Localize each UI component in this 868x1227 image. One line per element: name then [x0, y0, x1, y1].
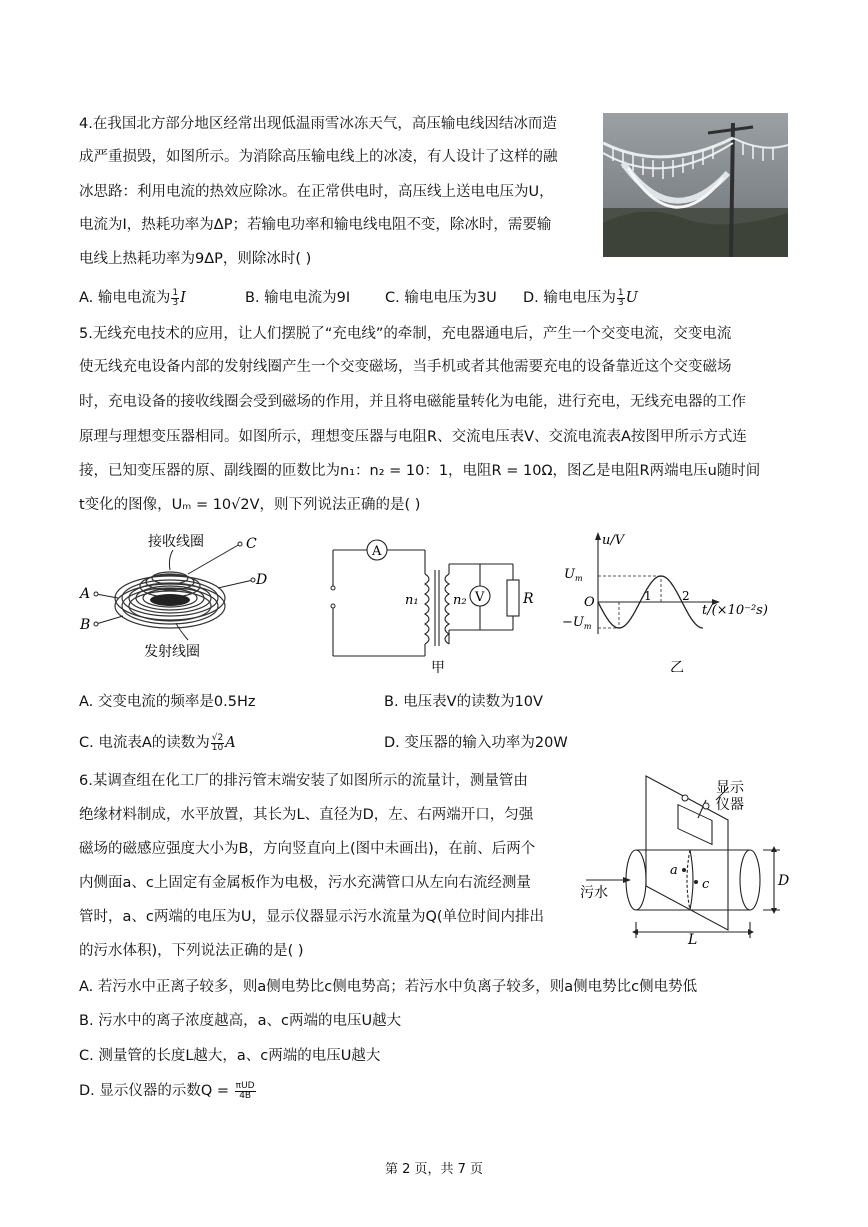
q6-line-5: 管时，a、c两端的电压为U，显示仪器显示污水流量为Q(单位时间内排出 [79, 909, 545, 925]
sewage-label: 污水 [580, 885, 608, 901]
q6-option-b[interactable]: B. 污水中的离子浓度越高，a、c两端的电压U越大 [79, 1013, 402, 1029]
electrode-c-label: c [702, 877, 710, 892]
q5-option-d[interactable]: D. 变压器的输入功率为20W [384, 735, 568, 751]
iced-powerline-photo [603, 113, 788, 257]
ammeter-label: A [372, 544, 382, 559]
terminal-b-label: B [80, 617, 91, 633]
terminal-a-label: A [80, 586, 91, 602]
q4-option-a-text: A. 输电电流为 [79, 290, 171, 306]
q4-option-a[interactable]: A. 输电电流为 $\frac{1}{3}$ I [79, 287, 186, 308]
q6-option-c[interactable]: C. 测量管的长度L越大，a、c两端的电压U越大 [79, 1048, 381, 1064]
wireless-coil-figure [78, 528, 278, 663]
terminal-d-label: D [256, 572, 268, 588]
graph-um-label: $U_m$ [564, 567, 583, 583]
q6-line-6: 的污水体积)，下列说法正确的是( ) [79, 943, 304, 959]
q4-option-d-text: D. 输电电压为 [523, 290, 616, 306]
graph-x-label: t/(×10⁻²s) [702, 603, 768, 618]
q4-option-c[interactable]: C. 输电电压为3U [385, 290, 497, 306]
length-label: L [688, 932, 698, 946]
q5-line-3: 时，充电设备的接收线圈会受到磁场的作用，并且将电磁能量转化为电能，进行充电，无线充电器的工作 [79, 394, 746, 410]
q6-line-3: 磁场的磁感应强度大小为B，方向竖直向上(图中未画出)，在前、后两个 [79, 841, 536, 857]
graph-tick-1: 1 [644, 589, 652, 603]
display-label-2: 仪器 [716, 797, 744, 813]
n2-label: n₂ [453, 593, 467, 608]
voltage-time-graph [562, 530, 794, 672]
q6-line-2: 绝缘材料制成，水平放置，其长为L、直径为D，左、右两端开口，匀强 [79, 807, 534, 823]
q6-option-d-fraction: $\frac{\text{πUD}}{4B}$ [235, 1080, 255, 1101]
q6-line-4: 内侧面a、c上固定有金属板作为电极，污水充满管口从左向右流经测量 [79, 875, 531, 891]
q5-line-2: 使无线充电设备内部的发射线圈产生一个交变磁场，当手机或者其他需要充电的设备靠近这个交变磁场 [79, 359, 732, 375]
q5-line-1: 5.无线充电技术的应用，让人们摆脱了“充电线”的牵制，充电器通电后，产生一个交变电流，交变电流 [79, 326, 732, 342]
q5-option-b[interactable]: B. 电压表V的读数为10V [384, 694, 543, 710]
q5-line-5: 接，已知变压器的原、副线圈的匝数比为n₁：n₂ = 10：1，电阻R = 10Ω，图乙是电阻R两端电压u随时间 [79, 463, 761, 479]
q6-option-a[interactable]: A. 若污水中正离子较多，则a侧电势比c侧电势高；若污水中负离子较多，则a侧电势比c侧电势低 [79, 979, 698, 995]
q4-option-b[interactable]: B. 输电电流为9I [245, 290, 351, 306]
resistor-label: R [523, 591, 534, 607]
q6-line-1: 6.某调查组在化工厂的排污管末端安装了如图所示的流量计，测量管由 [79, 773, 528, 789]
q5-option-c[interactable]: C. 电流表A的读数为 $\frac{√2}{10}$ A [79, 732, 236, 753]
terminal-c-label: C [246, 536, 257, 552]
q4-line-1: 4.在我国北方部分地区经常出现低温雨雪冰冻天气，高压输电线因结冰而造 [79, 116, 557, 132]
page-footer: 第 2 页，共 7 页 [384, 1162, 484, 1177]
figure-jia-caption: 甲 [431, 660, 445, 674]
send-coil-label: 发射线圈 [144, 644, 200, 660]
recv-coil-label: 接收线圈 [148, 534, 204, 550]
q6-option-d-text: D. 显示仪器的示数Q = [79, 1083, 234, 1099]
graph-origin-label: O [584, 595, 595, 610]
graph-tick-2: 2 [682, 589, 690, 603]
q5-option-c-text: C. 电流表A的读数为 [79, 735, 210, 751]
q5-line-6: t变化的图像，Uₘ = 10√2V，则下列说法正确的是( ) [79, 497, 421, 513]
n1-label: n₁ [405, 593, 419, 608]
graph-neg-um-label: $-U_m$ [562, 615, 592, 631]
q5-option-a[interactable]: A. 交变电流的频率是0.5Hz [79, 694, 256, 710]
figure-yi-caption: 乙 [670, 660, 684, 672]
diameter-label: D [778, 873, 790, 889]
q4-option-d[interactable]: D. 输电电压为 $\frac{1}{3}$ U [523, 287, 638, 308]
flowmeter-figure [578, 770, 794, 946]
electrode-a-label: a [670, 863, 678, 878]
q4-line-4: 电流为I，热耗功率为ΔP；若输电功率和输电线电阻不变，除冰时，需要输 [79, 217, 552, 233]
q4-line-2: 成严重损毁，如图所示。为消除高压输电线上的冰凌，有人设计了这样的融 [79, 149, 558, 165]
q4-option-d-fraction: $\frac{1}{3}$ [617, 287, 624, 308]
q5-line-4: 原理与理想变压器相同。如图所示，理想变压器与电阻R、交流电压表V、交流电流表A按图甲所示方式连 [79, 429, 747, 445]
q6-option-d[interactable] [79, 1081, 257, 1101]
display-label-1: 显示 [716, 780, 744, 796]
q4-line-5: 电线上热耗功率为9ΔP，则除冰时( ) [79, 251, 312, 267]
q5-option-c-fraction: $\frac{√2}{10}$ [211, 732, 224, 753]
transformer-circuit-figure [325, 534, 535, 674]
q4-line-3: 冰思路：利用电流的热效应除冰。在正常供电时，高压线上送电电压为U， [79, 184, 554, 200]
voltmeter-label: V [475, 590, 485, 605]
q4-option-a-fraction: $\frac{1}{3}$ [172, 287, 179, 308]
graph-y-label: u/V [602, 533, 625, 548]
